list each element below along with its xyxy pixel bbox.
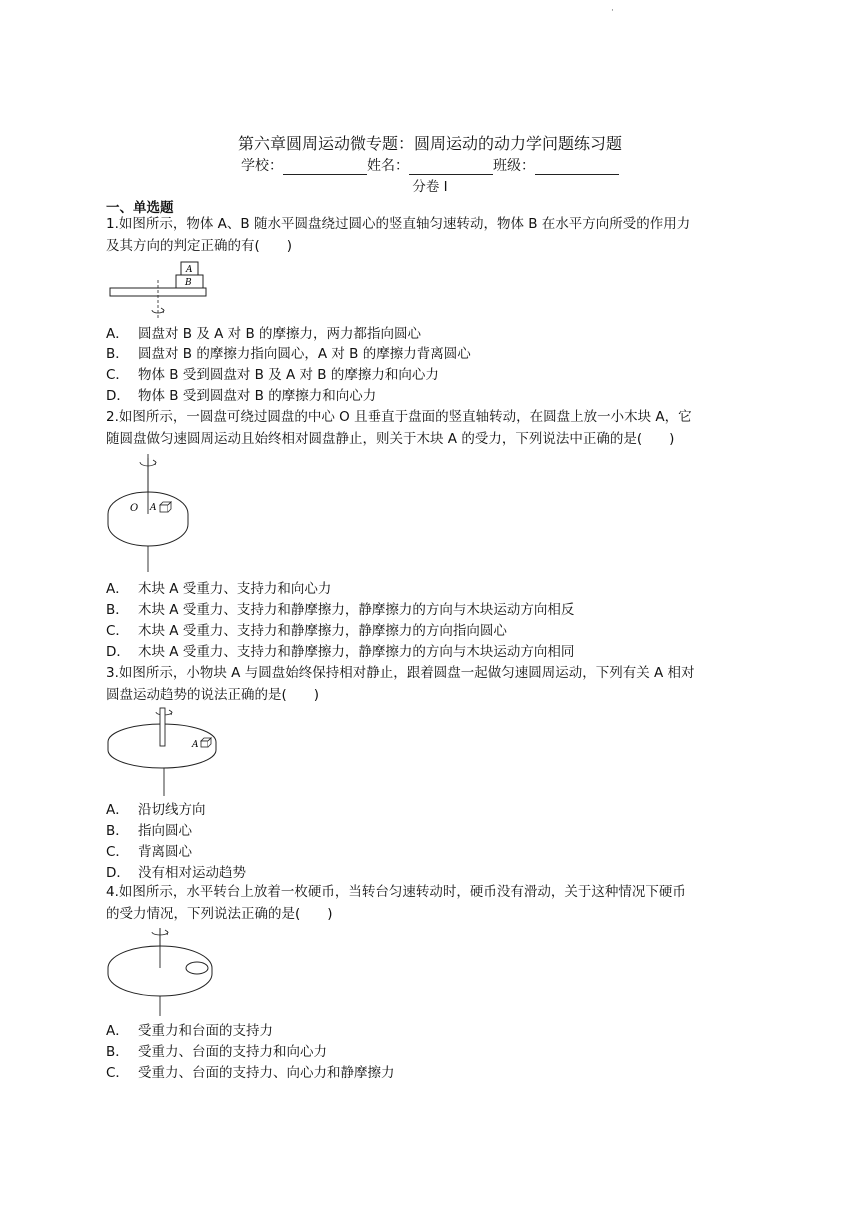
section-heading: 一、单选题 <box>106 200 174 216</box>
corner-mark: · <box>611 6 614 16</box>
part-label: 分卷 I <box>412 179 448 195</box>
q4-option-a[interactable]: A． 受重力和台面的支持力 <box>106 1023 273 1039</box>
q2-figure <box>104 450 194 576</box>
q1-label-a: A <box>186 265 193 275</box>
q4-figure <box>104 924 216 1018</box>
q4-line-1: 4.如图所示，水平转台上放着一枚硬币，当转台匀速转动时，硬币没有滑动，关于这种情况下硬币 <box>106 884 686 900</box>
q3-line-2: 圆盘运动趋势的说法正确的是( ) <box>106 687 320 703</box>
q3-option-d[interactable]: D． 没有相对运动趋势 <box>106 865 246 881</box>
class-label: 班级： <box>493 158 535 174</box>
q2-line-1: 2.如图所示，一圆盘可绕过圆盘的中心 O 且垂直于盘面的竖直轴转动，在圆盘上放一小木块 A，它 <box>106 409 692 425</box>
page-title: 第六章圆周运动微专题：圆周运动的动力学问题练习题 <box>237 134 622 153</box>
q1-line-1: 1.如图所示，物体 A、B 随水平圆盘绕过圆心的竖直轴匀速转动，物体 B 在水平方向所受的作用力 <box>106 216 691 232</box>
name-blank[interactable] <box>409 160 493 175</box>
q1-figure <box>106 258 210 322</box>
q2-option-c[interactable]: C． 木块 A 受重力、支持力和静摩擦力，静摩擦力的方向指向圆心 <box>106 623 507 639</box>
q2-option-b[interactable]: B． 木块 A 受重力、支持力和静摩擦力，静摩擦力的方向与木块运动方向相反 <box>106 602 575 618</box>
q4-line-2: 的受力情况，下列说法正确的是( ) <box>106 906 333 922</box>
q1-label-b: B <box>185 278 192 288</box>
q3-option-a[interactable]: A． 沿切线方向 <box>106 802 206 818</box>
q1-option-d[interactable]: D． 物体 B 受到圆盘对 B 的摩擦力和向心力 <box>106 388 377 404</box>
school-blank[interactable] <box>283 160 367 175</box>
q3-option-b[interactable]: B． 指向圆心 <box>106 823 192 839</box>
q3-label-a: A <box>192 740 199 750</box>
q2-option-d[interactable]: D． 木块 A 受重力、支持力和静摩擦力，静摩擦力的方向与木块运动方向相同 <box>106 644 575 660</box>
q1-option-a[interactable]: A． 圆盘对 B 及 A 对 B 的摩擦力，两力都指向圆心 <box>106 326 422 342</box>
q3-line-1: 3.如图所示，小物块 A 与圆盘始终保持相对静止，跟着圆盘一起做匀速圆周运动，下列有关 A 相对 <box>106 665 695 681</box>
q2-label-a: A <box>150 503 157 513</box>
q2-label-o: O <box>130 503 139 514</box>
q2-option-a[interactable]: A． 木块 A 受重力、支持力和向心力 <box>106 581 332 597</box>
school-label: 学校： <box>241 158 283 174</box>
q1-line-2: 及其方向的判定正确的有( ) <box>106 238 293 254</box>
q4-option-b[interactable]: B． 受重力、台面的支持力和向心力 <box>106 1044 327 1060</box>
q4-option-c[interactable]: C． 受重力、台面的支持力、向心力和静摩擦力 <box>106 1065 395 1081</box>
student-info-line <box>0 155 860 175</box>
q3-figure <box>104 704 220 798</box>
q1-option-b[interactable]: B． 圆盘对 B 的摩擦力指向圆心，A 对 B 的摩擦力背离圆心 <box>106 346 471 362</box>
class-blank[interactable] <box>535 160 619 175</box>
q3-option-c[interactable]: C． 背离圆心 <box>106 844 192 860</box>
q1-option-c[interactable]: C． 物体 B 受到圆盘对 B 及 A 对 B 的摩擦力和向心力 <box>106 367 439 383</box>
name-label: 姓名： <box>367 158 409 174</box>
q2-line-2: 随圆盘做匀速圆周运动且始终相对圆盘静止，则关于木块 A 的受力，下列说法中正确的是( ) <box>106 431 675 447</box>
